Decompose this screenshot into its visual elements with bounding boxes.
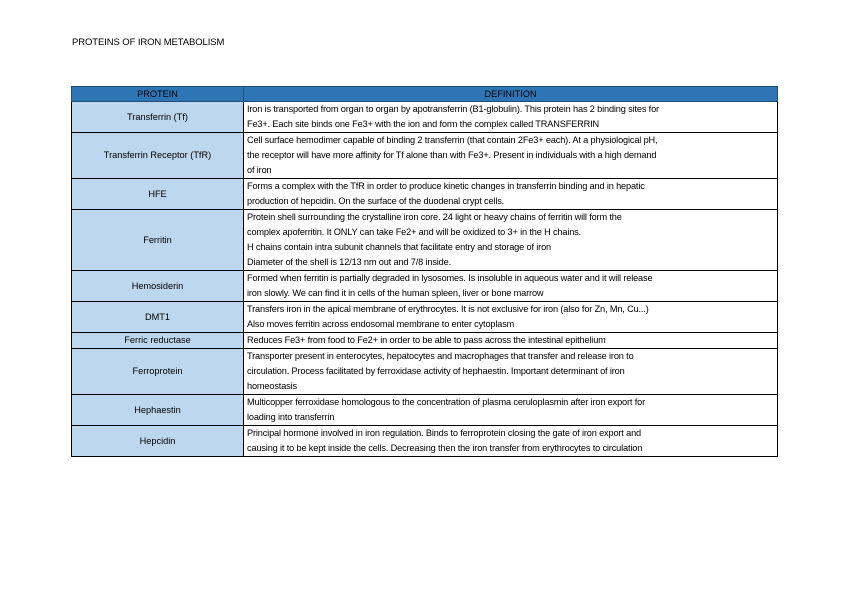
definition-line: Formed when ferritin is partially degraded in lysosomes. Is insoluble in aqueous water and it will release: [247, 273, 653, 283]
definition-line: Forms a complex with the TfR in order to produce kinetic changes in transferrin binding and in hepatic: [247, 181, 645, 191]
protein-definition-cell: [244, 102, 778, 133]
protein-definition-cell: [244, 271, 778, 302]
table-row: [72, 426, 778, 457]
protein-name-cell: Hepcidin: [72, 426, 244, 457]
protein-name-cell: Ferric reductase: [72, 333, 244, 349]
definition-line: Iron is transported from organ to organ by apotransferrin (B1-globulin). This protein has 2 binding sites for: [247, 104, 659, 114]
definition-line: Fe3+. Each site binds one Fe3+ with the ion and form the complex called TRANSFERRIN: [247, 119, 599, 129]
header-definition: DEFINITION: [244, 87, 778, 102]
protein-definition-cell: [244, 426, 778, 457]
definition-line: Cell surface hemodimer capable of binding 2 transferrin (that contain 2Fe3+ each). At a physiological pH,: [247, 135, 658, 145]
definition-line: production of hepcidin. On the surface of the duodenal crypt cells.: [247, 196, 505, 206]
protein-name-cell: DMT1: [72, 302, 244, 333]
protein-definition-cell: [244, 210, 778, 271]
protein-definition-cell: [244, 133, 778, 179]
definition-line: Principal hormone involved in iron regulation. Binds to ferroprotein closing the gate of iron export and: [247, 428, 641, 438]
definition-line: H chains contain intra subunit channels that facilitate entry and storage of iron: [247, 242, 551, 252]
definition-line: Reduces Fe3+ from food to Fe2+ in order to be able to pass across the intestinal epithelium: [247, 335, 606, 345]
definition-line: the receptor will have more affinity for Tf alone than with Fe3+. Present in individuals with a high demand: [247, 150, 657, 160]
table-body: [72, 102, 778, 457]
table-row: [72, 349, 778, 395]
protein-definition-cell: [244, 333, 778, 349]
table-row: [72, 210, 778, 271]
definition-line: complex apoferritin. It ONLY can take Fe2+ and will be oxidized to 3+ in the H chains.: [247, 227, 582, 237]
protein-name-cell: Transferrin (Tf): [72, 102, 244, 133]
protein-definition-cell: [244, 302, 778, 333]
table-row: [72, 271, 778, 302]
definition-line: Protein shell surrounding the crystalline iron core. 24 light or heavy chains of ferritin will form the: [247, 212, 622, 222]
definition-line: of iron: [247, 165, 272, 175]
table-row: [72, 102, 778, 133]
table-row: [72, 179, 778, 210]
header-protein: PROTEIN: [72, 87, 244, 102]
definition-line: iron slowly. We can find it in cells of the human spleen, liver or bone marrow: [247, 288, 544, 298]
page-title: PROTEINS OF IRON METABOLISM: [72, 37, 225, 48]
definition-line: homeostasis: [247, 381, 297, 391]
definition-line: Diameter of the shell is 12/13 nm out and 7/8 inside.: [247, 257, 451, 267]
protein-definition-cell: [244, 395, 778, 426]
protein-definition-cell: [244, 349, 778, 395]
table-row: [72, 333, 778, 349]
protein-definition-cell: [244, 179, 778, 210]
definition-line: Transporter present in enterocytes, hepatocytes and macrophages that transfer and release iron to: [247, 351, 634, 361]
protein-name-cell: Ferritin: [72, 210, 244, 271]
definition-line: Also moves ferritin across endosomal membrane to enter cytoplasm: [247, 319, 515, 329]
protein-name-cell: Ferroprotein: [72, 349, 244, 395]
definition-line: circulation. Process facilitated by ferroxidase activity of hephaestin. Important determinant of iron: [247, 366, 625, 376]
definition-line: loading into transferrin: [247, 412, 335, 422]
proteins-table: [71, 86, 778, 457]
table-row: [72, 302, 778, 333]
definition-line: Multicopper ferroxidase homologous to the concentration of plasma ceruloplasmin after iron export for: [247, 397, 645, 407]
protein-name-cell: HFE: [72, 179, 244, 210]
protein-name-cell: Transferrin Receptor (TfR): [72, 133, 244, 179]
table-row: [72, 133, 778, 179]
table-row: [72, 395, 778, 426]
definition-line: Transfers iron in the apical membrane of erythrocytes. It is not exclusive for iron (also for Zn, Mn, Cu...): [247, 304, 649, 314]
protein-name-cell: Hephaestin: [72, 395, 244, 426]
table-header-row: [72, 87, 778, 102]
definition-line: causing it to be kept inside the cells. Decreasing then the iron transfer from erythrocytes to circulation: [247, 443, 643, 453]
protein-name-cell: Hemosiderin: [72, 271, 244, 302]
